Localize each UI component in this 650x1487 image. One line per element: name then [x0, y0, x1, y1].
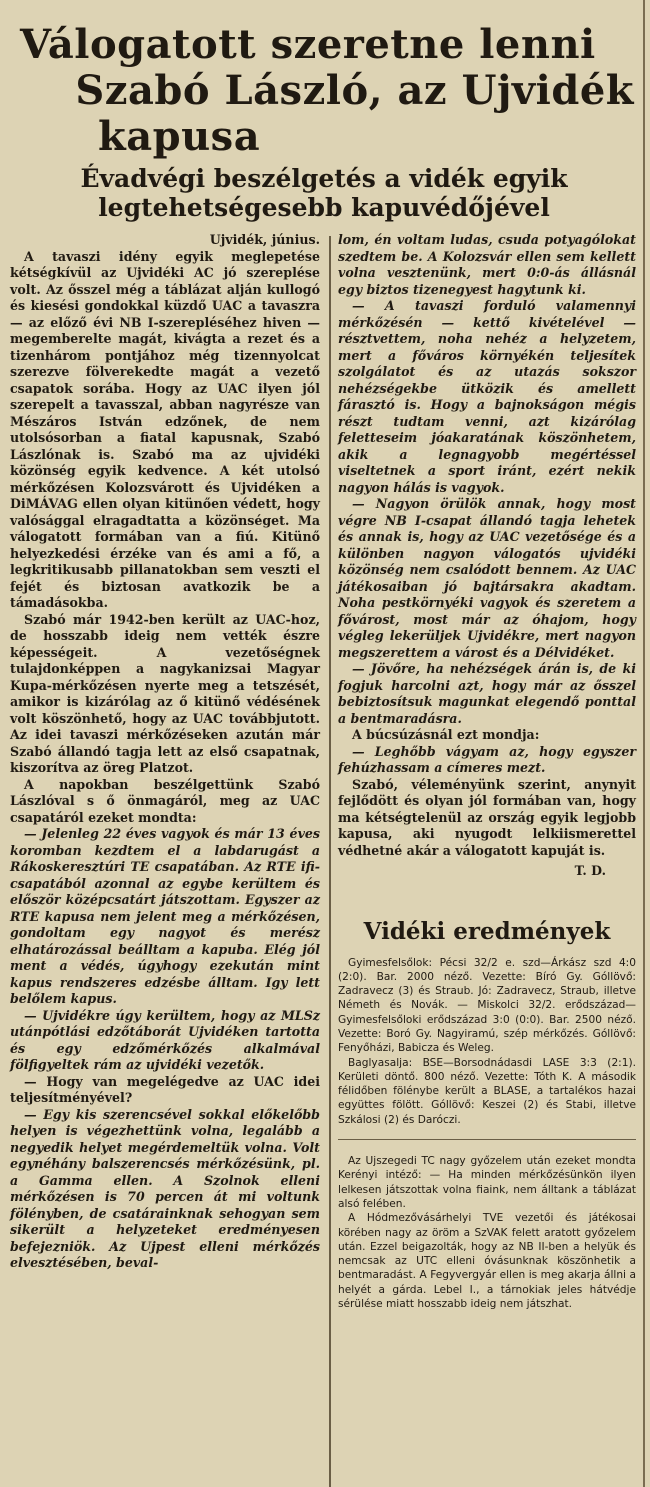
paragraph: A napokban beszélgettünk Szabó Lászlóval s ő önmagáról, meg az UAC csapatáról ezeket mondta: [10, 776, 320, 825]
page-edge-rule [643, 0, 645, 1487]
quote-continuation: lom, én voltam ludas, csuda potyagólokat szedtem be. A Kolozsvár ellen sem kellett volna vesztenünk, mert 0:0-ás állásnál egy biztos tizenegyest hagytunk ki. [338, 232, 636, 297]
headline-line-3: kapusa [98, 113, 261, 160]
right-column [338, 232, 636, 1311]
headline-line-1: Válogatott szeretne lenni [20, 21, 596, 68]
results-paragraph: Baglyasalja: BSE—Borsodnádasdi LASE 3:3 (2:1). Kerületi döntő. 800 néző. Vezette: Tóth K. A második félidőben fölénybe került a BLASE, a tartalékos hazai együttes fölött. Góllövő: Keszei (2) és Stabi, illetve Szkálosi (2) és Daróczi. [338, 1056, 636, 1126]
article-header [6, 22, 642, 222]
interview-question: — Hogy van megelégedve az UAC idei teljesítményével? [10, 1073, 320, 1105]
subheadline-line-1: Évadvégi beszélgetés a vidék egyik [80, 164, 568, 193]
paragraph: Szabó, véleményünk szerint, anynyit fejlődött és olyan jól formában van, hogy ma kétségtelenül az ország egyik legjobb kapusa, aki nyugodt lelkiismerettel védhetné akár a válogatott kapuját is. [338, 776, 636, 858]
headline-line-2: Szabó László, az Ujvidék [75, 67, 634, 114]
results-block [338, 956, 636, 1128]
note-paragraph: Az Ujszegedi TC nagy győzelem után ezeket mondta Kerényi intéző: — Ha minden mérkőzésünkön ilyen lelkesen játszottak volna fiaink, nem álltank a táblázat alsó felében. [338, 1155, 636, 1210]
quote-paragraph: — Ujvidékre úgy kerültem, hogy az MLSz utánpótlási edzőtáborát Ujvidéken tartotta és egy edzőmérkőzés alkalmával fölfigyeltek rám az ujvidéki vezetők. [10, 1007, 320, 1072]
paragraph: Szabó már 1942-ben került az UAC-hoz, de hosszabb ideig nem vették észre képességeit. A vezetőségnek tulajdonképpen a nagykanizsai Magyar Kupa-mérkőzésen nyerte meg a tetszését, amikor is kizárólag az ő kitünő védésének volt köszönhető, hogy az UAC továbbjutott. Az idei tavaszi mérkőzéseken azután már Szabó állandó tagja lett az első csapatnak, kiszorítva az öreg Platzot. [10, 611, 320, 775]
results-paragraph: Gyimesfelsőlok: Pécsi 32/2 e. szd—Árkász szd 4:0 (2:0). Bar. 2000 néző. Vezette: Bíró Gy. Góllövő: Zadravecz (3) és Straub. Jó: Zadravecz, Straub, illetve Németh és Novák. — Miskolci 32/2. erődszázad—Gyimesfelsőloki erődszázad 3:0 (0:0). Bar. 2500 néző. Vezette: Boró Gy. Nagyiramú, szép mérkőzés. Góllövő: Fenyőházi, Babicza és Weleg. [338, 956, 636, 1055]
results-heading: Vidéki eredmények [363, 917, 611, 945]
note-paragraph: A Hódmezővásárhelyi TVE vezetői és játékosai körében nagy az öröm a SzVAK felett aratott győzelem után. Ezzel beigazolták, hogy az NB II-ben a helyük és nemcsak az UTC elleni óvásunknak köszönhetik a bentmaradást. A Fegyvergyár ellen is meg akarja állni a helyét a gárda. Lebel I., a tárnokiak jeles hátvédje sérülése miatt hosszabb ideig nem játszhat. [338, 1212, 636, 1311]
notes-block [338, 1154, 636, 1311]
author-signature: T. D. [574, 863, 606, 878]
dateline: Ujvidék, június. [209, 232, 320, 247]
quote-paragraph: — A tavaszi forduló valamennyi mérkőzésén — kettő kivételével — résztvettem, noha nehéz a helyzetem, mert a főváros környékén teljesítek szolgálatot és az utazás sokszor nehézségekbe ütközik és amellett fárasztó is. Hogy a bajnokságon mégis részt tudtam venni, azt kizárólag feletteseim jóakaratának köszönhetem, akik a legnagyobb megértéssel viseltetnek a sport iránt, ezért nekik nagyon hálás is vagyok. [338, 298, 636, 495]
quote-paragraph: — Leghőbb vágyam az, hogy egyszer fehúzhassam a címeres mezt. [338, 743, 636, 775]
quote-paragraph: — Nagyon örülök annak, hogy most végre NB I-csapat állandó tagja lehetek és annak is, hogy az UAC vezetősége és a különben nagyon válogatós ujvidéki közönség nem csalódott bennem. Az UAC játékosaiban jó bajtársakra akadtam. Noha pestkörnyéki vagyok és szeretem a fővárost, most már az óhajom, hogy végleg lekerüljek Ujvidékre, mert nagyon megszerettem a várost és a Délvidéket. [338, 496, 636, 660]
paragraph: A búcsúzásnál ezt mondja: [352, 727, 540, 742]
left-column [10, 232, 320, 1272]
paragraph: A tavaszi idény egyik meglepetése kétségkívül az Ujvidéki AC jó szereplése volt. Az ősszel még a táblázat alján kullogó és kiesési gondokkal küzdő UAC a tavaszra — az előző évi NB I-szerepléséhez hiven — megemberelte magát, kivágta a rezet és a tizenhárom pontjához még tizennyolcat szerezve fölverekedte magát a vezető csapatok sorába. Hogy az UAC ilyen jól szerepelt a tavasszal, abban nagyrésze van Mészáros István edzőnek, de nem utolsósorban a fiatal kapusnak, Szabó Lászlónak is. Szabó ma az ujvidéki közönség egyik kedvence. A két utolsó mérkőzésen Kolozsvárott és Ujvidéken a DiMÁVAG ellen olyan kitünően védett, hogy valósággal elragadtatta a közönséget. Ma válogatott formában van a fiú. Kitünő helyezkedési érzéke van és ami a fő, a legkritikusabb pillanatokban sem veszti el fejét és biztosan avatkozik be a támadásokba. [10, 248, 320, 610]
quote-paragraph: — Egy kis szerencsével sokkal előkelőbb helyen is végezhettünk volna, legalább a negyedik helyet megérdemeltük volna. Volt egynéhány balszerencsés mérkőzésünk, pl. a Gamma ellen. A Szolnok elleni mérkőzésen is 70 percen át mi voltunk fölényben, de csatárainknak sehogyan sem sikerült a helyzeteket eredményesen befejezniök. Az Ujpest elleni mérkőzés elvesztésében, beval- [10, 1106, 320, 1270]
quote-paragraph: — Jelenleg 22 éves vagyok és már 13 éves koromban kezdtem el a labdarugást a Rákoskeresztúri TE csapatában. Az RTE ifi-csapatából azonnal az egybe kerültem és először középcsatárt játszottam. Egyszer az RTE kapusa nem jelent meg a mérkőzésen, gondoltam egy nagyot és merész elhatározással beálltam a kapuba. Elég jól ment a védés, úgyhogy ezekután mint kapus rendszeres edzésbe álltam. Igy lett belőlem kapus. [10, 826, 320, 1006]
column-divider [329, 236, 331, 1487]
quote-paragraph: — Jövőre, ha nehézségek árán is, de ki fogjuk harcolni azt, hogy már az ősszel bebiztosítsuk magunkat elegendő ponttal a bentmaradásra. [338, 661, 636, 726]
subheadline-line-2: legtehetségesebb kapuvédőjével [98, 193, 550, 222]
section-divider [338, 1139, 636, 1140]
